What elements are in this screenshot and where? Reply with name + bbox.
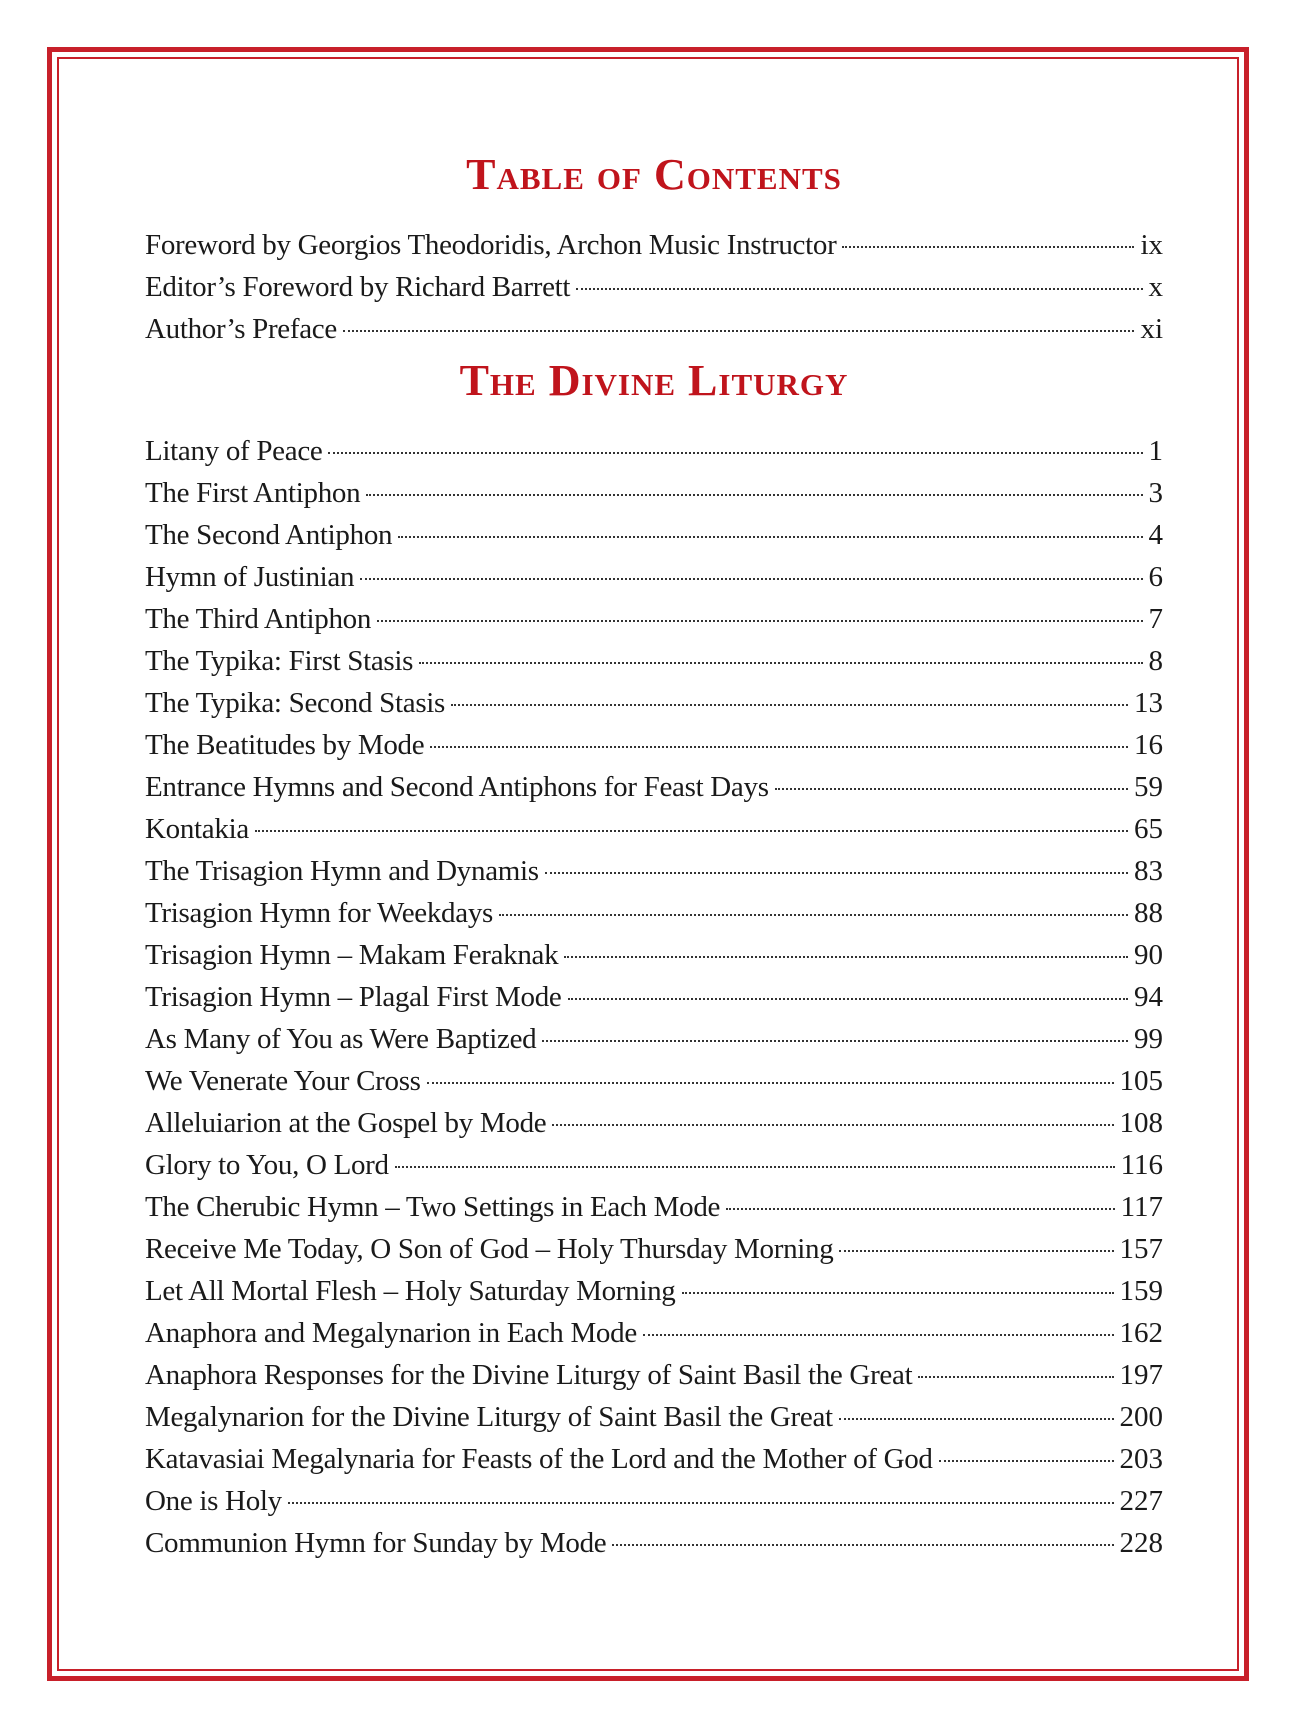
dot-leader [612,1544,1113,1546]
dot-leader [564,956,1128,958]
toc-entry[interactable] [145,430,1163,472]
toc-entry[interactable] [145,766,1163,808]
dot-leader [839,1250,1113,1252]
toc-entry[interactable] [145,1438,1163,1480]
dot-leader [360,578,1142,580]
dot-leader [643,1334,1114,1336]
toc-entry-page: 99 [1134,1023,1163,1055]
dot-leader [542,1040,1128,1042]
toc-entry-title: Trisagion Hymn for Weekdays [145,897,494,929]
toc-entry-page: 3 [1148,477,1163,509]
dot-leader [398,536,1142,538]
toc-entry[interactable] [145,1312,1163,1354]
dot-leader [419,662,1142,664]
toc-entry-page: 203 [1119,1443,1163,1475]
toc-entry-page: 8 [1148,645,1163,677]
toc-entry-page: 4 [1148,519,1163,551]
toc-entry[interactable] [145,472,1163,514]
toc-entry-page: 227 [1119,1485,1163,1517]
toc-entry-title: Trisagion Hymn – Makam Feraknak [145,939,559,971]
toc-entry-page: 65 [1134,813,1163,845]
dot-leader [682,1292,1114,1294]
toc-entry-title: Foreword by Georgios Theodoridis, Archon Music Instructor [145,229,837,261]
toc-entry-page: 1 [1148,435,1163,467]
toc-entry-page: 94 [1134,981,1163,1013]
toc-entry-title: One is Holy [145,1485,282,1517]
dot-leader [726,1208,1114,1210]
toc-entry[interactable] [145,1396,1163,1438]
toc-entry[interactable] [145,682,1163,724]
toc-entry-page: 16 [1134,729,1163,761]
dot-leader [366,494,1142,496]
toc-entry-title: Glory to You, O Lord [145,1149,389,1181]
toc-entry[interactable] [145,724,1163,766]
toc-entry-title: Let All Mortal Flesh – Holy Saturday Morning [145,1275,676,1307]
toc-entry-page: 105 [1119,1065,1163,1097]
toc-entry[interactable] [145,308,1163,350]
toc-entry-title: Kontakia [145,813,249,845]
toc-entry-title: The Trisagion Hymn and Dynamis [145,855,539,887]
toc-entry[interactable] [145,556,1163,598]
toc-entry-title: The Typika: Second Stasis [145,687,446,719]
toc-entry-title: The First Antiphon [145,477,361,509]
toc-entry-page: 159 [1119,1275,1163,1307]
toc-entry[interactable] [145,976,1163,1018]
toc-entry-title: As Many of You as Were Baptized [145,1023,537,1055]
dot-leader [395,1166,1115,1168]
toc-entry-title: Anaphora and Megalynarion in Each Mode [145,1317,637,1349]
toc-entry-page: xi [1140,313,1163,345]
toc-entry[interactable] [145,1102,1163,1144]
toc-entry-page: 200 [1119,1401,1163,1433]
toc-heading: Table of Contents [466,150,842,199]
toc-entry-title: We Venerate Your Cross [145,1065,421,1097]
dot-leader [775,788,1128,790]
dot-leader [842,246,1134,248]
toc-entry[interactable] [145,1270,1163,1312]
toc-entry-page: 108 [1119,1107,1163,1139]
toc-entry-title: Anaphora Responses for the Divine Liturgy of Saint Basil the Great [145,1359,913,1391]
toc-entry-page: 88 [1134,897,1163,929]
toc-entry[interactable] [145,1060,1163,1102]
toc-entry-title: Megalynarion for the Divine Liturgy of Saint Basil the Great [145,1401,833,1433]
toc-entry-page: 116 [1120,1149,1163,1181]
toc-entry[interactable] [145,1354,1163,1396]
toc-entry-page: 162 [1119,1317,1163,1349]
toc-entry-page: x [1148,271,1163,303]
dot-leader [255,830,1128,832]
toc-entry[interactable] [145,1186,1163,1228]
toc-entry-page: ix [1140,229,1163,261]
toc-entry[interactable] [145,224,1163,266]
dot-leader [839,1418,1114,1420]
dot-leader [576,288,1142,290]
toc-entry-page: 197 [1119,1359,1163,1391]
toc-entry-page: 59 [1134,771,1163,803]
toc-entry-page: 90 [1134,939,1163,971]
toc-entry-title: The Cherubic Hymn – Two Settings in Each Mode [145,1191,721,1223]
toc-entry-page: 228 [1119,1527,1163,1559]
toc-entry-page: 157 [1119,1233,1163,1265]
dot-leader [288,1502,1114,1504]
dot-leader [552,1124,1113,1126]
toc-entry-page: 7 [1148,603,1163,635]
toc-entry[interactable] [145,598,1163,640]
toc-entry-title: The Second Antiphon [145,519,393,551]
dot-leader [328,452,1142,454]
toc-entry-title: Entrance Hymns and Second Antiphons for Feast Days [145,771,769,803]
front-matter-list [145,224,1163,350]
toc-entry-page: 117 [1120,1191,1163,1223]
toc-entry[interactable] [145,850,1163,892]
toc-entry-title: Hymn of Justinian [145,561,355,593]
dot-leader [939,1460,1114,1462]
dot-leader [377,620,1142,622]
toc-entry-title: Editor’s Foreword by Richard Barrett [145,271,571,303]
toc-entry[interactable] [145,266,1163,308]
dot-leader [427,1082,1114,1084]
toc-entry[interactable] [145,1522,1163,1564]
dot-leader [918,1376,1113,1378]
toc-entry-title: The Third Antiphon [145,603,372,635]
toc-entry[interactable] [145,1228,1163,1270]
toc-entry-page: 83 [1134,855,1163,887]
toc-entry[interactable] [145,1480,1163,1522]
dot-leader [451,704,1128,706]
toc-entry-title: Trisagion Hymn – Plagal First Mode [145,981,562,1013]
toc-entry[interactable] [145,892,1163,934]
dot-leader [545,872,1128,874]
toc-entry[interactable] [145,1018,1163,1060]
dot-leader [499,914,1128,916]
toc-entry[interactable] [145,934,1163,976]
toc-entry-title: The Beatitudes by Mode [145,729,425,761]
toc-entry-title: Author’s Preface [145,313,337,345]
section-entries-list [145,430,1163,1564]
toc-entry-page: 6 [1148,561,1163,593]
toc-entry-page: 13 [1134,687,1163,719]
dot-leader [343,330,1134,332]
toc-entry-title: Litany of Peace [145,435,323,467]
toc-entry[interactable] [145,1144,1163,1186]
toc-entry-title: The Typika: First Stasis [145,645,414,677]
toc-entry-title: Receive Me Today, O Son of God – Holy Thursday Morning [145,1233,834,1265]
toc-entry[interactable] [145,808,1163,850]
dot-leader [430,746,1128,748]
toc-entry[interactable] [145,640,1163,682]
toc-entry-title: Communion Hymn for Sunday by Mode [145,1527,607,1559]
toc-entry-title: Katavasiai Megalynaria for Feasts of the Lord and the Mother of God [145,1443,933,1475]
toc-entry-title: Alleluiarion at the Gospel by Mode [145,1107,547,1139]
toc-entry[interactable] [145,514,1163,556]
dot-leader [568,998,1128,1000]
section-heading: The Divine Liturgy [459,356,849,405]
